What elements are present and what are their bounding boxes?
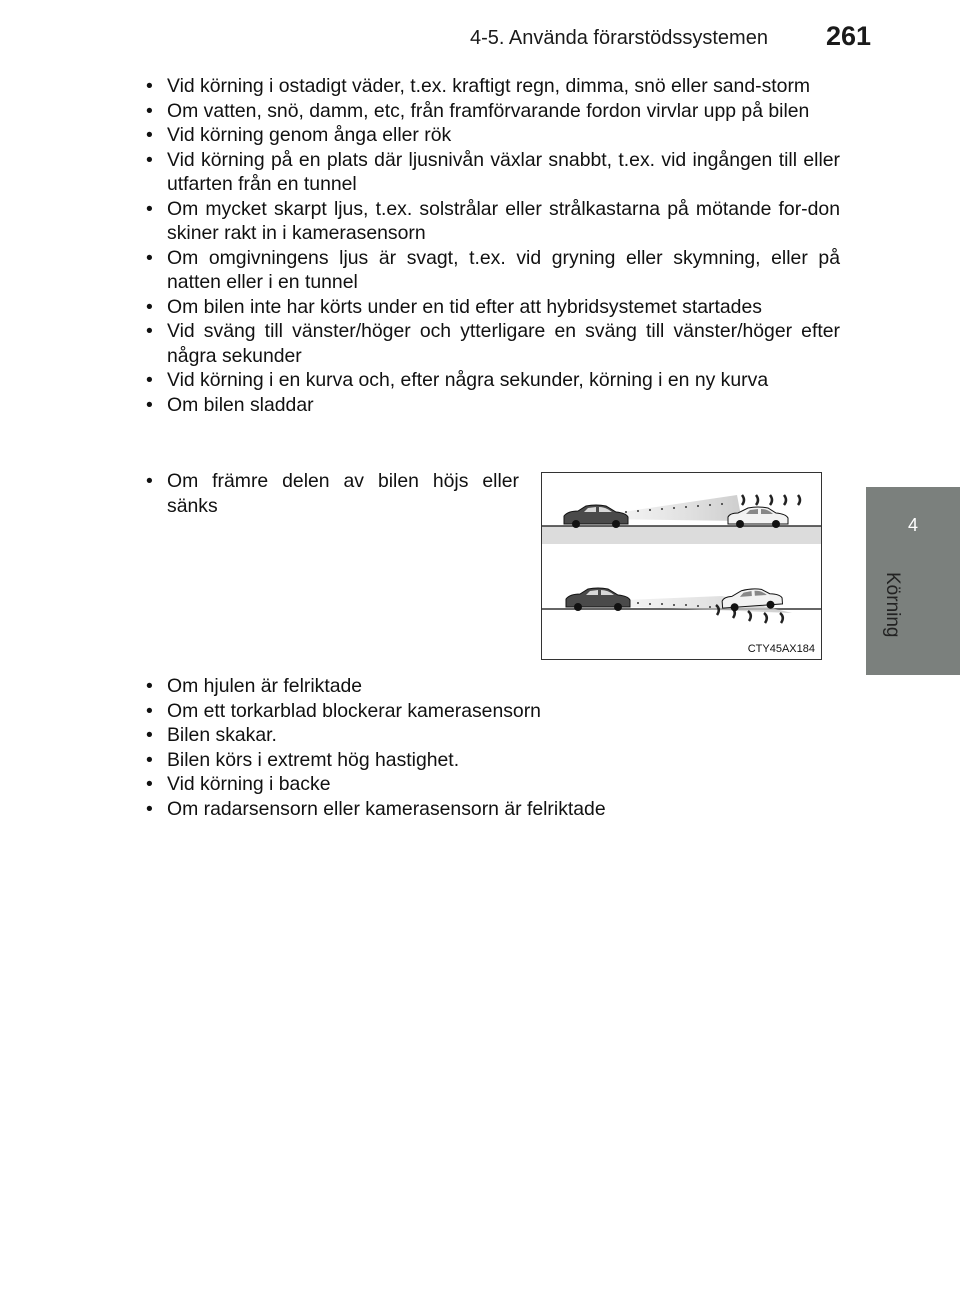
chapter-number: 4 [907, 515, 918, 535]
page-number: 261 [826, 21, 872, 51]
road-upper [542, 526, 821, 544]
list-item: • Vid körning i ostadigt väder, t.ex. kraftigt regn, dimma, snö eller sand-storm [145, 74, 840, 99]
conditions-list-figure [145, 469, 519, 518]
list-item: • Vid körning i backe [145, 772, 840, 797]
list-item: • Vid körning på en plats där ljusnivån växlar snabbt, t.ex. vid ingången till eller utfarten från en tunnel [145, 148, 840, 197]
list-item: • Om mycket skarpt ljus, t.ex. solstrålar eller strålkastarna på mötande for-don skiner rakt in i kamerasensorn [145, 197, 840, 246]
list-item: • Om bilen inte har körts under en tid efter att hybridsystemet startades [145, 295, 840, 320]
illustration-vehicle-tilt [541, 472, 822, 660]
list-item: • Om främre delen av bilen höjs eller sänks [145, 469, 519, 518]
list-item: • Om vatten, snö, damm, etc, från framförvarande fordon virvlar upp på bilen [145, 99, 840, 124]
list-item: • Bilen skakar. [145, 723, 840, 748]
list-item: • Om hjulen är felriktade [145, 674, 840, 699]
list-item: • Om radarsensorn eller kamerasensorn är felriktade [145, 797, 840, 822]
radar-waves-upper [742, 495, 800, 505]
car-own-upper [564, 505, 628, 528]
car-own-lower [566, 588, 630, 611]
figure-code: CTY45AX184 [747, 643, 815, 655]
section-title: 4-5. Använda förarstödssystemen [470, 27, 768, 49]
list-item: • Vid sväng till vänster/höger och ytterligare en sväng till vänster/höger efter några sekunder [145, 319, 840, 368]
list-item: • Vid körning i en kurva och, efter några sekunder, körning i en ny kurva [145, 368, 840, 393]
conditions-list-top [145, 74, 840, 417]
list-item: • Bilen körs i extremt hög hastighet. [145, 748, 840, 773]
chapter-title: Körning [882, 572, 903, 638]
conditions-list-bottom [145, 674, 840, 821]
list-item: • Om ett torkarblad blockerar kamerasensorn [145, 699, 840, 724]
list-item: • Vid körning genom ånga eller rök [145, 123, 840, 148]
list-item: • Om bilen sladdar [145, 393, 840, 418]
list-item: • Om omgivningens ljus är svagt, t.ex. vid gryning eller skymning, eller på natten eller i en tunnel [145, 246, 840, 295]
car-radar-illustration [542, 473, 821, 659]
